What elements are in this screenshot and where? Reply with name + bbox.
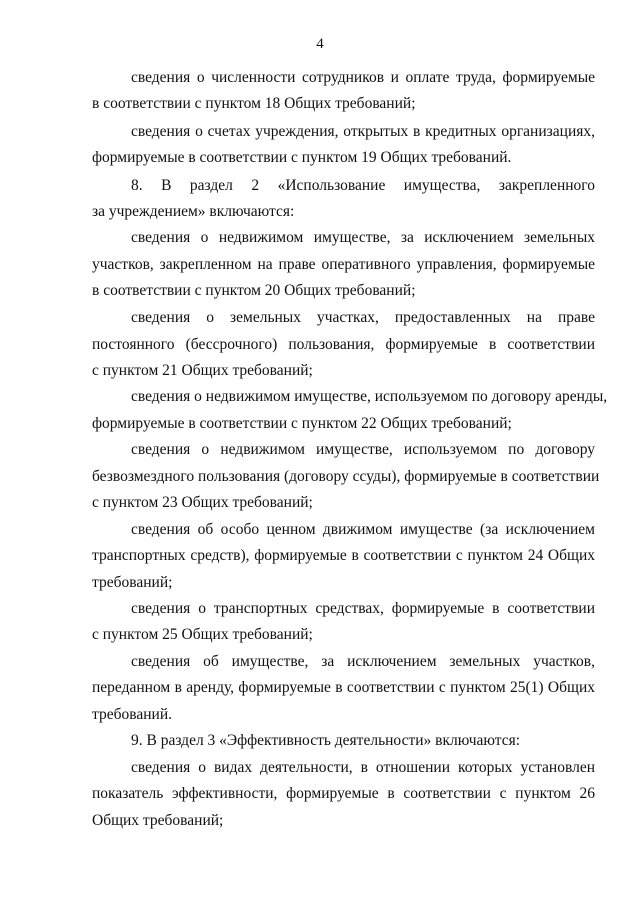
text-line: с пунктом 23 Общих требований; bbox=[92, 494, 313, 511]
text-line: требований; bbox=[92, 574, 173, 591]
text-line: в соответствии с пунктом 20 Общих требований; bbox=[92, 282, 416, 299]
text-line: сведения о недвижимом имуществе, за исключением земельных bbox=[131, 229, 595, 246]
page-number: 4 bbox=[316, 36, 324, 52]
text-line: сведения о недвижимом имуществе, используемом по договору аренды, bbox=[131, 388, 608, 405]
text-line: сведения о земельных участках, предоставленных на праве bbox=[131, 309, 595, 326]
text-line: сведения об имуществе, за исключением земельных участков, bbox=[131, 653, 595, 670]
text-line: Общих требований; bbox=[92, 812, 224, 829]
text-line: сведения о численности сотрудников и оплате труда, формируемые bbox=[131, 69, 595, 86]
text-line: переданном в аренду, формируемые в соответствии с пунктом 25(1) Общих bbox=[92, 679, 595, 696]
text-line: за учреждением» включаются: bbox=[92, 203, 295, 220]
text-line: участков, закрепленном на праве оперативного управления, формируемые bbox=[92, 256, 595, 273]
text-line: в соответствии с пунктом 18 Общих требований; bbox=[92, 95, 416, 112]
text-line: сведения о видах деятельности, в отношении которых установлен bbox=[131, 759, 595, 776]
text-line: формируемые в соответствии с пунктом 22 Общих требований; bbox=[92, 415, 512, 432]
text-line: сведения об особо ценном движимом имуществе (за исключением bbox=[131, 521, 595, 538]
text-line: безвозмездного пользования (договору ссуды), формируемые в соответствии bbox=[92, 468, 600, 485]
text-line: 8. В раздел 2 «Использование имущества, закрепленного bbox=[131, 177, 595, 194]
text-line: с пунктом 25 Общих требований; bbox=[92, 626, 313, 643]
text-line: сведения о транспортных средствах, формируемые в соответствии bbox=[131, 600, 595, 617]
text-line: показатель эффективности, формируемые в соответствии с пунктом 26 bbox=[92, 785, 595, 802]
text-line: сведения о недвижимом имуществе, используемом по договору bbox=[131, 441, 595, 458]
text-line: с пунктом 21 Общих требований; bbox=[92, 362, 313, 379]
text-line: 9. В раздел 3 «Эффективность деятельности» включаются: bbox=[131, 732, 521, 749]
text-line: сведения о счетах учреждения, открытых в кредитных организациях, bbox=[131, 123, 595, 140]
text-line: формируемые в соответствии с пунктом 19 Общих требований. bbox=[92, 149, 512, 166]
text-line: постоянного (бессрочного) пользования, формируемые в соответствии bbox=[92, 336, 595, 353]
text-line: требований. bbox=[92, 706, 172, 723]
text-line: транспортных средств), формируемые в соответствии с пунктом 24 Общих bbox=[92, 547, 595, 564]
